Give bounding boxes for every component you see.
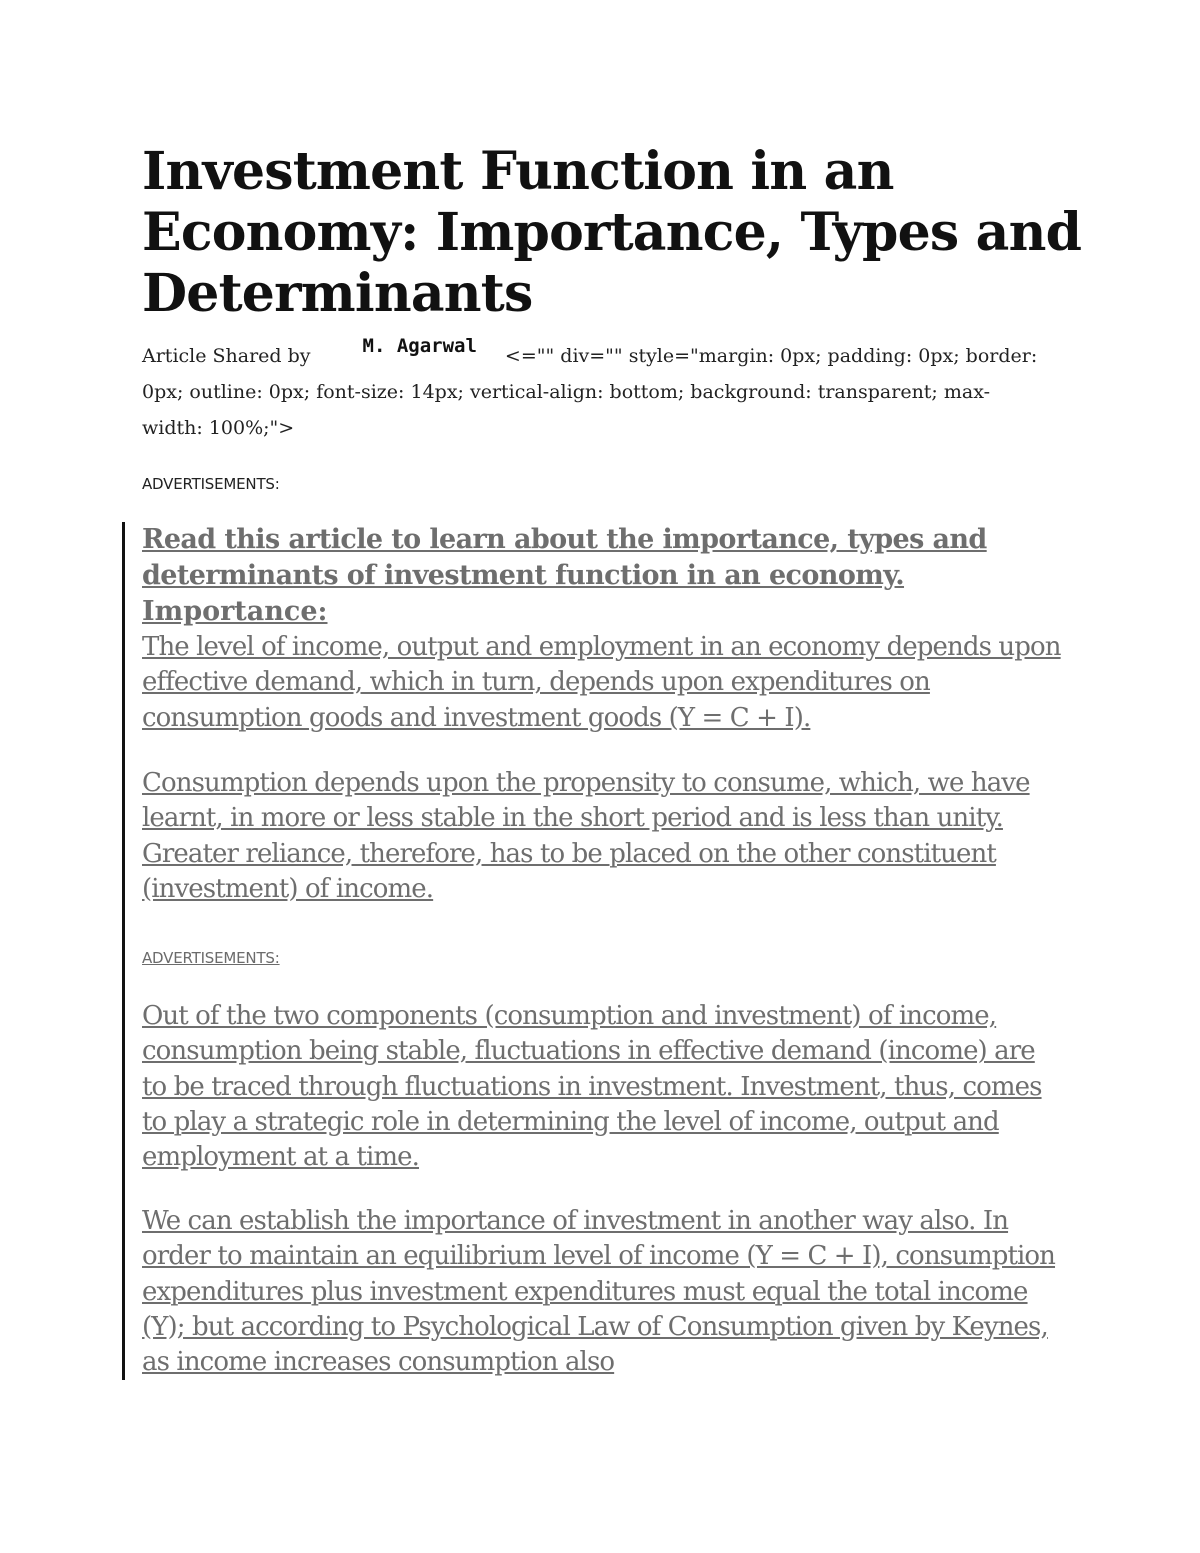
advertisement-link[interactable]: ADVERTISEMENTS: bbox=[142, 949, 280, 967]
advertisement-label: ADVERTISEMENTS: bbox=[142, 475, 280, 493]
paragraph-4[interactable]: We can establish the importance of investment in another way also. In order to maintain an equilibrium level of income (Y = C + I), consumption expenditures plus investment expenditures must equal the total income (Y); but according to Psychological Law of Consumption given by Keynes, as income increases consumption also bbox=[142, 1206, 1056, 1378]
lead-paragraph[interactable]: Read this article to learn about the importance, types and determinants of investment function in an economy. bbox=[142, 524, 987, 591]
paragraph-1[interactable]: The level of income, output and employment in an economy depends upon effective demand, which in turn, depends upon expenditures on consumption goods and investment goods (Y = C + I). bbox=[142, 632, 1061, 733]
blockquote-bar bbox=[122, 522, 125, 1380]
paragraph-3[interactable]: Out of the two components (consumption and investment) of income, consumption being stable, fluctuations in effective demand (income) are to be traced through fluctuations in investment. Investment, thus, comes to play a strategic role in determining the level of income, output and employment at a time. bbox=[142, 1001, 1042, 1173]
author-name[interactable]: M. Agarwal bbox=[362, 335, 477, 357]
byline-label: Article Shared by bbox=[142, 345, 311, 367]
paragraph-2[interactable]: Consumption depends upon the propensity to consume, which, we have learnt, in more or less stable in the short period and is less than unity. Greater reliance, therefore, has to be placed on the other constituent (investment) of income. bbox=[142, 768, 1030, 904]
byline bbox=[142, 335, 1042, 446]
stray-markup-text: <="" div="" style="margin: 0px; padding: 0px; border: 0px; outline: 0px; font-size: 14px; vertical-align: bottom; background: transparent; max-width: 100%;"> bbox=[142, 345, 1038, 439]
article-title: Investment Function in an Economy: Importance, Types and Determinants bbox=[142, 141, 1082, 324]
section-heading-importance[interactable]: Importance: bbox=[142, 596, 328, 627]
